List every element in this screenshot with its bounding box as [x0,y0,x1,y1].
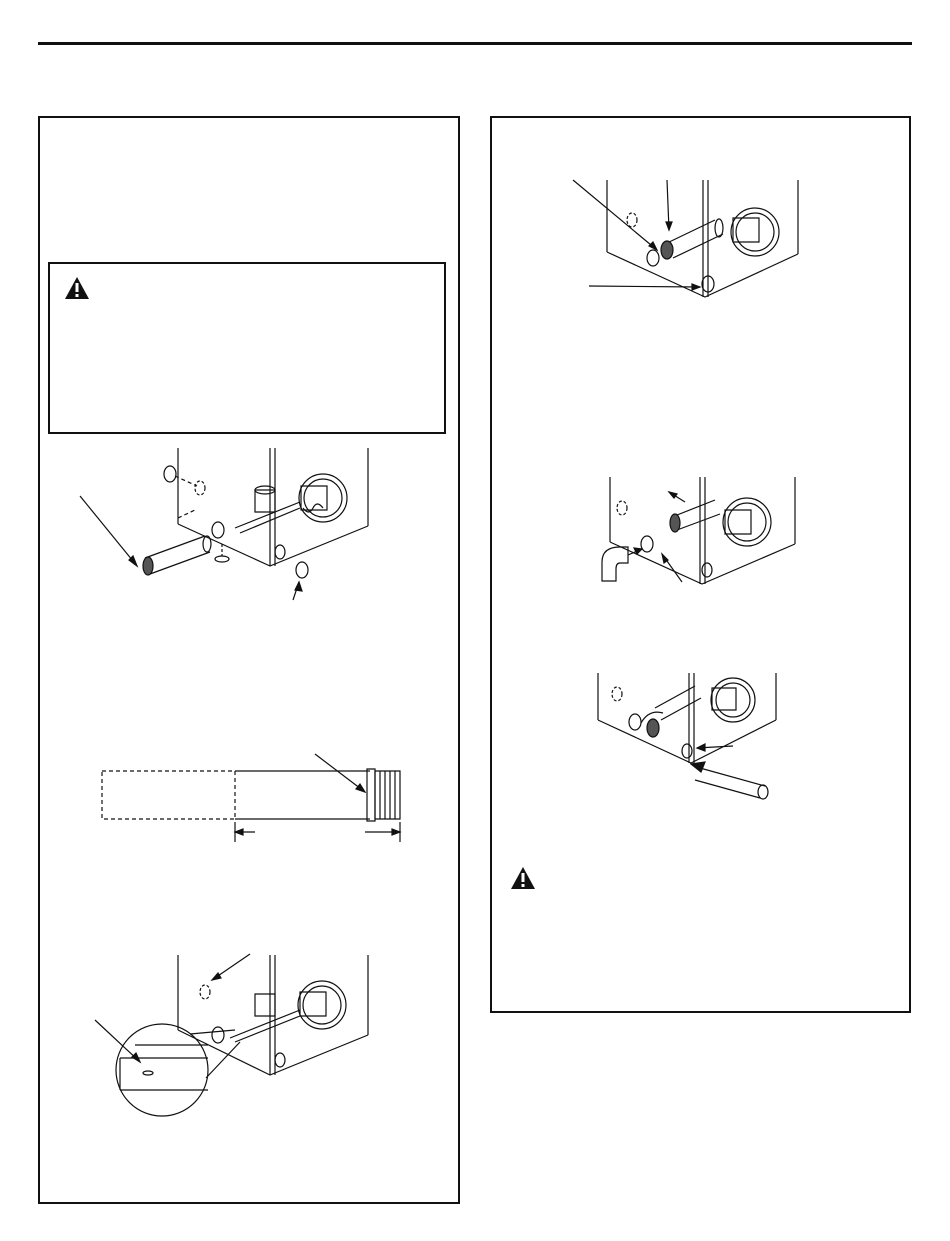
header-rule [38,42,912,45]
pipe-insertion-diagram [595,668,825,808]
warning-box [48,262,446,434]
heater-pipe-installed-diagram [565,172,815,302]
elbow-fitting-diagram [597,472,827,592]
warning-triangle-icon [64,276,90,300]
pipe-measurement-diagram [95,750,425,850]
pipe-slot-detail-diagram [90,950,420,1125]
heater-pipe-removal-diagram [75,448,405,618]
warning-triangle-icon [510,866,536,890]
